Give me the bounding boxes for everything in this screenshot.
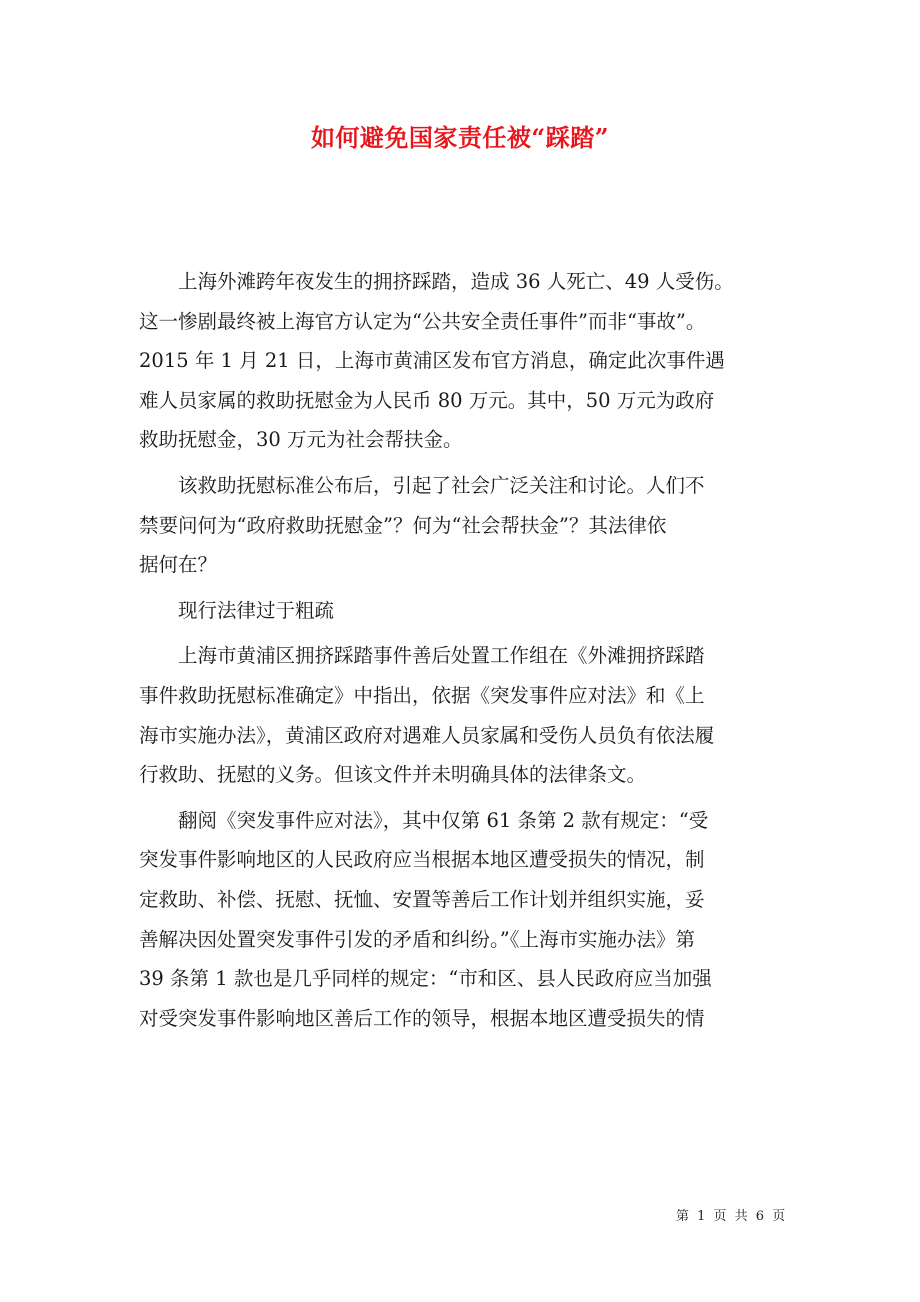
text-line: 事件救助抚慰标准确定》中指出，依据《突发事件应对法》和《上 xyxy=(139,683,705,707)
text-line: 该救助抚慰标准公布后，引起了社会广泛关注和讨论。人们不 xyxy=(178,473,705,497)
document-body xyxy=(139,262,789,1038)
section-heading xyxy=(139,591,789,631)
paragraph xyxy=(139,801,789,1039)
page-number-footer: 第 1 页 共 6 页 xyxy=(676,1209,788,1224)
text-line: 39 条第 1 款也是几乎同样的规定：“市和区、县人民政府应当加强 xyxy=(139,967,712,991)
text-line: 据何在？ xyxy=(139,553,218,577)
paragraph xyxy=(139,466,789,585)
text-line: 善解决因处置突发事件引发的矛盾和纠纷。”《上海市实施办法》第 xyxy=(139,927,695,951)
text-line: 禁要问何为“政府救助抚慰金”？何为“社会帮扶金”？其法律依 xyxy=(139,513,667,537)
text-line: 定救助、补偿、抚慰、抚恤、安置等善后工作计划并组织实施，妥 xyxy=(139,887,705,911)
document-title: 如何避免国家责任被“踩踏” xyxy=(310,123,610,152)
text-line: 海市实施办法》，黄浦区政府对遇难人员家属和受伤人员负有依法履 xyxy=(139,723,715,747)
text-line: 对受突发事件影响地区善后工作的领导，根据本地区遭受损失的情 xyxy=(139,1006,705,1030)
text-line: 上海市黄浦区拥挤踩踏事件善后处置工作组在《外滩拥挤踩踏 xyxy=(178,644,705,668)
text-line: 行救助、抚慰的义务。但该文件并未明确具体的法律条文。 xyxy=(139,763,647,787)
text-line: 现行法律过于粗疏 xyxy=(178,598,335,622)
paragraph xyxy=(139,262,789,460)
text-line: 救助抚慰金，30 万元为社会帮扶金。 xyxy=(139,428,463,452)
text-line: 突发事件影响地区的人民政府应当根据本地区遭受损失的情况，制 xyxy=(139,848,705,872)
text-line: 2015 年 1 月 21 日，上海市黄浦区发布官方消息，确定此次事件遇 xyxy=(139,349,725,373)
text-line: 难人员家属的救助抚慰金为人民币 80 万元。其中，50 万元为政府 xyxy=(139,388,715,412)
paragraph xyxy=(139,636,789,794)
text-line: 上海外滩跨年夜发生的拥挤踩踏，造成 36 人死亡、49 人受伤。 xyxy=(178,270,734,293)
text-line: 这一惨剧最终被上海官方认定为“公共安全责任事件”而非“事故”。 xyxy=(139,309,706,333)
text-line: 翻阅《突发事件应对法》，其中仅第 61 条第 2 款有规定：“受 xyxy=(178,808,709,832)
